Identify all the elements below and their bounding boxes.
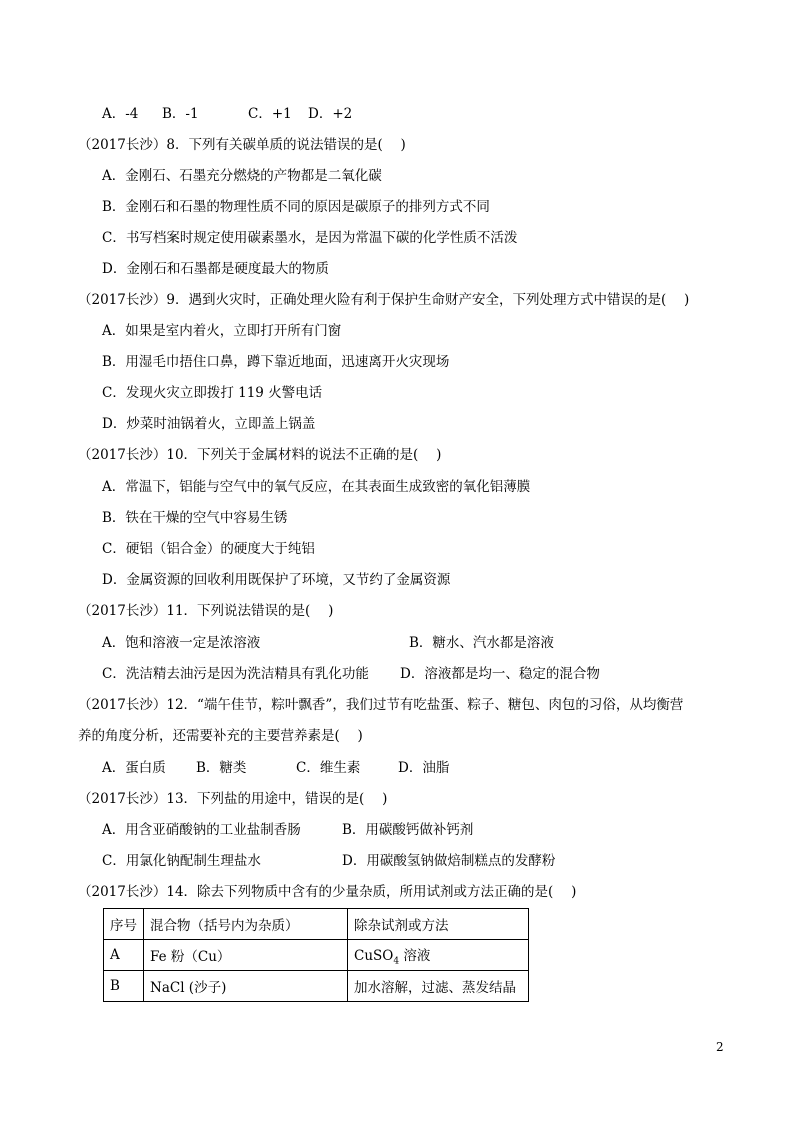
q10-option-c: C．硬铝（铝合金）的硬度大于纯铝 — [102, 541, 315, 557]
table-cell-mixture: NaCl (沙子) — [144, 971, 348, 1002]
q11-option-a: A．饱和溶液一定是浓溶液 — [102, 635, 261, 651]
q8-option-d: D．金刚石和石墨都是硬度最大的物质 — [102, 261, 329, 277]
q12-stem-line2: 养的角度分析，还需要补充的主要营养素是( ) — [78, 728, 363, 744]
table-header-row — [104, 909, 529, 940]
q13-option-c: C．用氯化钠配制生理盐水 — [102, 853, 261, 869]
q11-option-d: D．溶液都是均一、稳定的混合物 — [400, 666, 600, 682]
q8-option-c: C．书写档案时规定使用碳素墨水，是因为常温下碳的化学性质不活泼 — [102, 230, 518, 246]
table-cell-method: 加水溶解，过滤、蒸发结晶 — [348, 971, 529, 1002]
q8-option-a: A．金刚石、石墨充分燃烧的产物都是二氧化碳 — [102, 168, 382, 184]
q8-stem: （2017长沙）8．下列有关碳单质的说法错误的是( ) — [78, 137, 406, 153]
q11-option-c: C．洗洁精去油污是因为洗洁精具有乳化功能 — [102, 666, 369, 682]
q9-option-a: A．如果是室内着火，立即打开所有门窗 — [102, 323, 342, 339]
formula-main: CuSO — [354, 947, 394, 964]
q7-option-b: B．-1 — [162, 106, 199, 122]
table-header-cell: 除杂试剂或方法 — [348, 909, 529, 940]
q7-option-c: C．+1 — [248, 106, 292, 122]
q7-options — [102, 104, 352, 124]
q12-option-d: D．油脂 — [398, 760, 450, 776]
table-row — [104, 940, 529, 971]
q14-table — [103, 908, 529, 1002]
table-cell-mixture: Fe 粉（Cu） — [144, 940, 348, 971]
q10-option-b: B．铁在干燥的空气中容易生锈 — [102, 510, 288, 526]
q12-options — [102, 758, 449, 778]
q12-option-c: C．维生素 — [296, 760, 361, 776]
formula-subscript: 4 — [393, 956, 400, 967]
q11-stem: （2017长沙）11．下列说法错误的是( ) — [78, 603, 334, 619]
q9-stem: （2017长沙）9．遇到火灾时，正确处理火险有利于保护生命财产安全，下列处理方式中错误的是( ) — [78, 292, 690, 308]
q12-option-a: A．蛋白质 — [102, 760, 166, 776]
table-cell-id: A — [104, 940, 144, 971]
formula-tail: 溶液 — [399, 947, 431, 964]
q13-option-a: A．用含亚硝酸钠的工业盐制香肠 — [102, 822, 301, 838]
q12-option-b: B．糖类 — [196, 760, 247, 776]
q7-option-a: A．-4 — [102, 106, 139, 122]
q8-option-b: B．金刚石和石墨的物理性质不同的原因是碳原子的排列方式不同 — [102, 199, 490, 215]
q9-option-d: D．炒菜时油锅着火，立即盖上锅盖 — [102, 416, 316, 432]
q9-option-b: B．用湿毛巾捂住口鼻，蹲下靠近地面，迅速离开火灾现场 — [102, 354, 450, 370]
table-header-cell: 混合物（括号内为杂质） — [144, 909, 348, 940]
q11-option-b: B．糖水、汽水都是溶液 — [409, 635, 554, 651]
q10-option-d: D．金属资源的回收利用既保护了环境，又节约了金属资源 — [102, 572, 451, 588]
table-header-cell: 序号 — [104, 909, 144, 940]
q13-stem: （2017长沙）13．下列盐的用途中，错误的是( ) — [78, 791, 388, 807]
table-row — [104, 971, 529, 1002]
page-number: 2 — [716, 1040, 724, 1054]
table-cell-method — [348, 940, 529, 971]
q10-stem: （2017长沙）10．下列关于金属材料的说法不正确的是( ) — [78, 447, 442, 463]
q13-option-b: B．用碳酸钙做补钙剂 — [342, 822, 474, 838]
q14-stem: （2017长沙）14．除去下列物质中含有的少量杂质，所用试剂或方法正确的是( ) — [78, 884, 577, 900]
q12-stem-line1: （2017长沙）12．“端午佳节，粽叶飘香”，我们过节有吃盐蛋、粽子、糖包、肉包的习俗，从均衡营 — [78, 697, 684, 713]
q13-option-d: D．用碳酸氢钠做焙制糕点的发酵粉 — [342, 853, 556, 869]
q10-option-a: A．常温下，铝能与空气中的氧气反应，在其表面生成致密的氧化铝薄膜 — [102, 479, 531, 495]
q7-option-d: D．+2 — [308, 106, 353, 122]
table-cell-id: B — [104, 971, 144, 1002]
q9-option-c: C．发现火灾立即拨打 119 火警电话 — [102, 385, 323, 401]
